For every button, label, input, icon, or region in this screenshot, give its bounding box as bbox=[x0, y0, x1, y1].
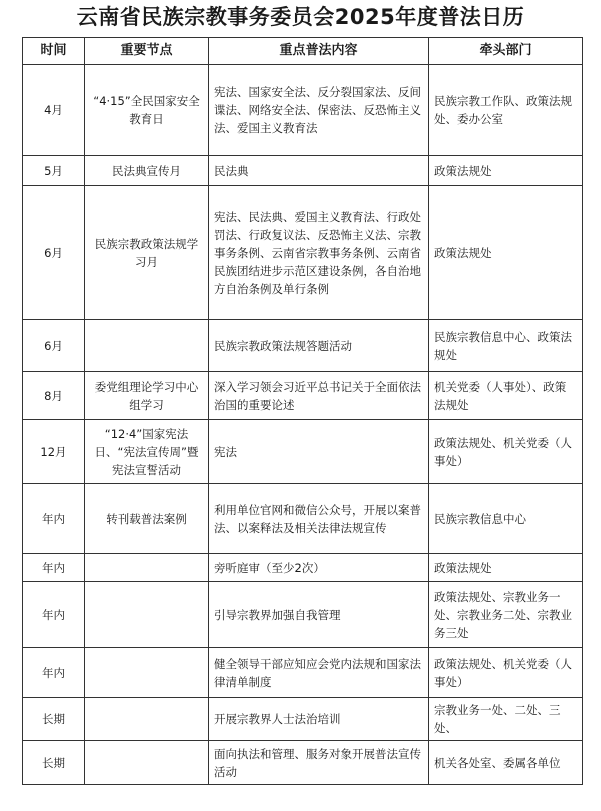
table-row bbox=[23, 420, 583, 484]
table-header-row bbox=[23, 38, 583, 65]
cell-node: “12·4”国家宪法日、“宪法宣传周”暨宪法宣誓活动 bbox=[85, 420, 209, 484]
cell-content: 面向执法和管理、服务对象开展普法宣传活动 bbox=[209, 741, 429, 785]
cell-content: 民法典 bbox=[209, 156, 429, 186]
cell-dept: 政策法规处 bbox=[429, 554, 583, 582]
cell-time: 年内 bbox=[23, 648, 85, 698]
cell-dept: 机关各处室、委属各单位 bbox=[429, 741, 583, 785]
cell-node bbox=[85, 554, 209, 582]
cell-dept: 民族宗教工作队、政策法规处、委办公室 bbox=[429, 65, 583, 156]
table-row bbox=[23, 582, 583, 648]
cell-dept: 宗教业务一处、二处、三处、 bbox=[429, 698, 583, 741]
cell-dept: 政策法规处 bbox=[429, 156, 583, 186]
cell-content: 宪法 bbox=[209, 420, 429, 484]
table-row bbox=[23, 186, 583, 320]
cell-time: 6月 bbox=[23, 320, 85, 372]
cell-node bbox=[85, 648, 209, 698]
cell-content: 健全领导干部应知应会党内法规和国家法律清单制度 bbox=[209, 648, 429, 698]
cell-dept: 机关党委（人事处）、政策法规处 bbox=[429, 372, 583, 420]
cell-node: 委党组理论学习中心组学习 bbox=[85, 372, 209, 420]
cell-content: 宪法、国家安全法、反分裂国家法、反间谍法、网络安全法、保密法、反恐怖主义法、爱国主义教育法 bbox=[209, 65, 429, 156]
cell-node bbox=[85, 582, 209, 648]
cell-node: 民法典宣传月 bbox=[85, 156, 209, 186]
cell-time: 年内 bbox=[23, 582, 85, 648]
table-row bbox=[23, 484, 583, 554]
cell-time: 长期 bbox=[23, 698, 85, 741]
cell-node bbox=[85, 698, 209, 741]
cell-content: 引导宗教界加强自我管理 bbox=[209, 582, 429, 648]
cell-time: 6月 bbox=[23, 186, 85, 320]
cell-dept: 民族宗教信息中心 bbox=[429, 484, 583, 554]
cell-time: 4月 bbox=[23, 65, 85, 156]
table-row bbox=[23, 372, 583, 420]
cell-content: 旁听庭审（至少2次） bbox=[209, 554, 429, 582]
cell-content: 开展宗教界人士法治培训 bbox=[209, 698, 429, 741]
cell-node bbox=[85, 741, 209, 785]
cell-time: 长期 bbox=[23, 741, 85, 785]
table-row bbox=[23, 698, 583, 741]
table-row bbox=[23, 741, 583, 785]
header-content: 重点普法内容 bbox=[209, 38, 429, 65]
cell-content: 利用单位官网和微信公众号，开展以案普法、以案释法及相关法律法规宣传 bbox=[209, 484, 429, 554]
cell-time: 年内 bbox=[23, 554, 85, 582]
cell-time: 5月 bbox=[23, 156, 85, 186]
cell-node bbox=[85, 320, 209, 372]
law-calendar-table bbox=[22, 37, 583, 785]
table-row bbox=[23, 156, 583, 186]
cell-content: 宪法、民法典、爱国主义教育法、行政处罚法、行政复议法、反恐怖主义法、宗教事务条例、云南省宗教事务条例、云南省民族团结进步示范区建设条例，各自治地方自治条例及单行条例 bbox=[209, 186, 429, 320]
table-row bbox=[23, 65, 583, 156]
table-row bbox=[23, 554, 583, 582]
table-row bbox=[23, 648, 583, 698]
cell-dept: 政策法规处、机关党委（人事处） bbox=[429, 420, 583, 484]
cell-node: 转刊载普法案例 bbox=[85, 484, 209, 554]
header-time: 时间 bbox=[23, 38, 85, 65]
page-title: 云南省民族宗教事务委员会2025年度普法日历 bbox=[76, 5, 525, 29]
cell-content: 民族宗教政策法规答题活动 bbox=[209, 320, 429, 372]
table-row bbox=[23, 320, 583, 372]
cell-dept: 民族宗教信息中心、政策法规处 bbox=[429, 320, 583, 372]
cell-node: “4·15”全民国家安全教育日 bbox=[85, 65, 209, 156]
cell-dept: 政策法规处、宗教业务一处、宗教业务二处、宗教业务三处 bbox=[429, 582, 583, 648]
cell-time: 年内 bbox=[23, 484, 85, 554]
cell-dept: 政策法规处 bbox=[429, 186, 583, 320]
cell-node: 民族宗教政策法规学习月 bbox=[85, 186, 209, 320]
cell-time: 8月 bbox=[23, 372, 85, 420]
cell-content: 深入学习领会习近平总书记关于全面依法治国的重要论述 bbox=[209, 372, 429, 420]
header-dept: 牵头部门 bbox=[429, 38, 583, 65]
cell-dept: 政策法规处、机关党委（人事处） bbox=[429, 648, 583, 698]
cell-time: 12月 bbox=[23, 420, 85, 484]
header-node: 重要节点 bbox=[85, 38, 209, 65]
